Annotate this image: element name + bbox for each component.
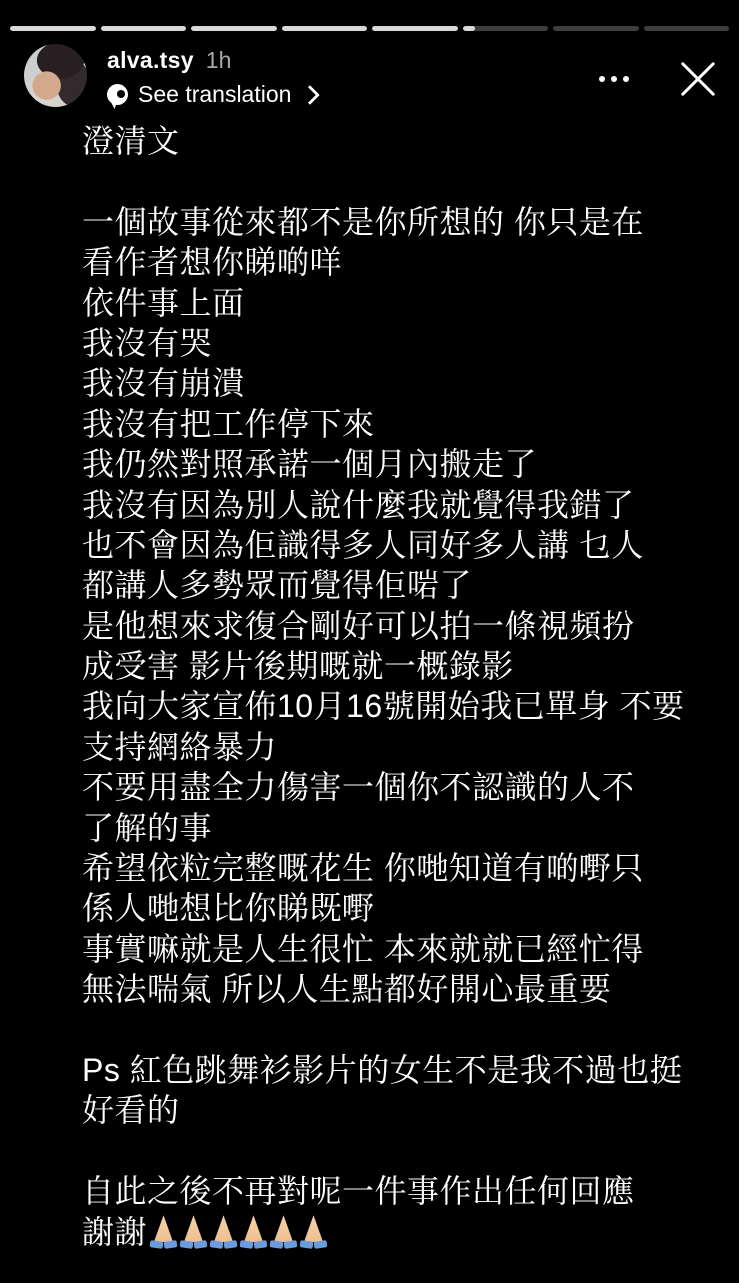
progress-segment xyxy=(644,26,730,31)
folded-hands-emoji xyxy=(240,1215,267,1248)
folded-hands-emoji xyxy=(180,1215,207,1248)
see-translation-label: See translation xyxy=(138,81,292,107)
more-dot-icon xyxy=(611,76,617,82)
folded-hands-emoji xyxy=(150,1215,177,1248)
chevron-right-icon xyxy=(301,85,321,105)
story-text-line: 我沒有崩潰 xyxy=(82,365,245,402)
progress-segment-fill xyxy=(282,26,368,31)
story-text-line: 不要用盡全力傷害一個你不認識的人不 xyxy=(82,769,635,806)
more-dot-icon xyxy=(599,76,605,82)
story-text-line: 無法喘氣 所以人生點都好開心最重要 xyxy=(82,971,612,1008)
more-options-button[interactable] xyxy=(593,70,635,88)
story-text-closing-line xyxy=(82,1212,719,1252)
folded-hands-emoji xyxy=(210,1215,237,1248)
story-text-line: 也不會因為佢識得多人同好多人講 乜人 xyxy=(82,526,644,563)
timestamp: 1h xyxy=(205,47,232,73)
folded-hands-emoji xyxy=(270,1215,297,1248)
progress-segment xyxy=(463,26,549,31)
progress-segment xyxy=(372,26,458,31)
story-text-line: 事實嘛就是人生很忙 本來就就已經忙得 xyxy=(82,930,644,967)
story-text-line: 澄清文 xyxy=(82,123,180,159)
folded-hands-emoji xyxy=(300,1215,327,1248)
story-text-body xyxy=(82,121,719,1252)
story-text-line: 了解的事 xyxy=(82,809,213,846)
story-text-line: 依件事上面 xyxy=(82,284,245,321)
more-dot-icon xyxy=(623,76,629,82)
story-text-line xyxy=(82,161,719,201)
story-text-line: 自此之後不再對呢一件事作出任何回應 xyxy=(82,1173,635,1210)
progress-segment-fill xyxy=(10,26,96,31)
progress-segment xyxy=(191,26,277,31)
story-text-line: 一個故事從來都不是你所想的 你只是在 xyxy=(82,203,644,240)
progress-segment-fill xyxy=(191,26,277,31)
progress-segment-fill xyxy=(101,26,187,31)
story-text-line: 我沒有把工作停下來 xyxy=(82,405,375,442)
story-text-line xyxy=(82,1010,719,1050)
speech-bubble-icon xyxy=(107,84,128,105)
progress-segment xyxy=(282,26,368,31)
close-button[interactable] xyxy=(679,60,717,98)
story-text-line xyxy=(82,1131,719,1171)
progress-segment xyxy=(101,26,187,31)
story-text-line: 我沒有因為別人說什麼我就覺得我錯了 xyxy=(82,486,635,523)
progress-segment-fill xyxy=(463,26,476,31)
story-text-line: 是他想來求復合剛好可以拍一條視頻扮 xyxy=(82,607,635,644)
avatar[interactable] xyxy=(24,44,87,107)
username[interactable]: alva.tsy xyxy=(107,47,194,73)
story-text-line: 支持網絡暴力 xyxy=(82,728,278,765)
user-info-block xyxy=(107,44,317,108)
progress-segment xyxy=(10,26,96,31)
story-text-line: Ps 紅色跳舞衫影片的女生不是我不過也挺 xyxy=(82,1051,683,1088)
story-header xyxy=(24,44,721,108)
story-text-line: 好看的 xyxy=(82,1092,180,1129)
header-actions xyxy=(593,44,721,98)
story-text-line: 我向大家宣佈10月16號開始我已單身 不要 xyxy=(82,688,685,725)
story-text-line: 成受害 影片後期嘅就一概錄影 xyxy=(82,648,514,685)
story-text-line: 我仍然對照承諾一個月內搬走了 xyxy=(82,446,538,483)
progress-segment-fill xyxy=(372,26,458,31)
progress-segment xyxy=(553,26,639,31)
closing-text: 謝謝 xyxy=(82,1213,148,1250)
story-progress-bar xyxy=(10,26,729,31)
story-text-line: 都講人多勢眾而覺得佢啱了 xyxy=(82,567,473,604)
see-translation-button[interactable] xyxy=(107,81,317,108)
story-text-line: 希望依粒完整嘅花生 你哋知道有啲嘢只 xyxy=(82,850,644,887)
story-text-line: 我沒有哭 xyxy=(82,324,213,361)
story-text-line: 係人哋想比你睇既嘢 xyxy=(82,890,375,927)
story-text-line: 看作者想你睇啲咩 xyxy=(82,244,343,281)
